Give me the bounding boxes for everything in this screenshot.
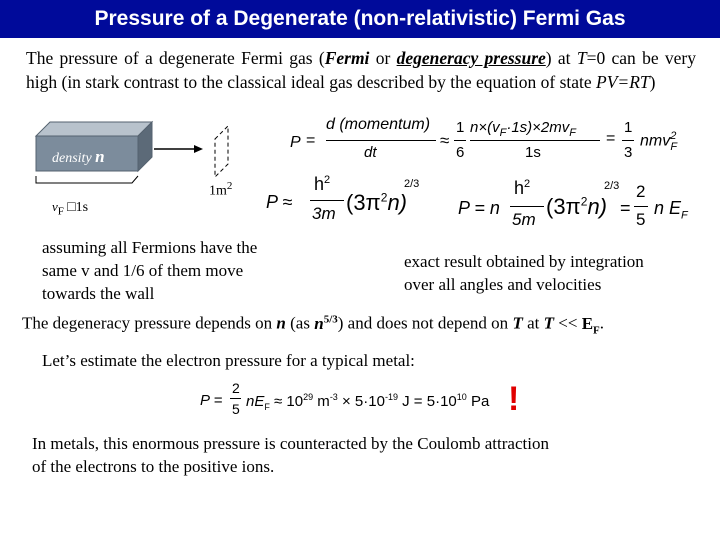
dependency-statement: The degeneracy pressure depends on n (as $n^{5/3}$) and does not depend on T at $T << E_F$.	[22, 313, 605, 337]
term-fermi: Fermi	[324, 48, 370, 68]
exact-line-1: exact result obtained by integration	[404, 252, 644, 271]
exact-pressure-equation: P = n $h^2$ 5m $(3\pi^2n)$ 2/3 = 2 5 n $E_F$	[458, 178, 688, 229]
exact-line-2: over all angles and velocities	[404, 275, 602, 294]
intro-text-or: or	[369, 48, 397, 68]
conclusion-line-2: of the electrons to the positive ions.	[32, 457, 275, 476]
area-label: $1m^2$	[209, 180, 233, 199]
equation-pv-rt: PV=RT	[596, 72, 650, 92]
assumption-note	[42, 238, 257, 304]
slide-title: Pressure of a Degenerate (non-relativistic) Fermi Gas	[94, 7, 626, 30]
conclusion-text	[32, 434, 549, 477]
approximate-pressure-equation: P ≈ $h^2$ 3m $(3\pi^2n)$ 2/3	[266, 174, 420, 223]
velocity-label: $v_F$ □1s	[52, 199, 89, 218]
intro-text-4: )	[649, 72, 656, 92]
pressure-derivation-equation: P = d (momentum) dt ≈ 1 6 $n\times(v_F\cdot 1s)\times 2mv_F$ 1s = 1 3 nmv$^2_F$	[290, 116, 678, 161]
metal-pressure-estimate: P = 2 5 $nE_F \approx 10^{29}$ $m^{-3} \times 5\cdot 10^{-19}$ $J = 5\cdot 10^{10}$ Pa	[200, 380, 490, 417]
assumption-line-3: towards the wall	[42, 284, 155, 303]
density-label: density n	[52, 147, 105, 166]
estimate-intro: Let’s estimate the electron pressure for a typical metal:	[42, 351, 415, 370]
intro-text-3: =0 can be very high (in stark contrast to the classical ideal gas described by the equation of state	[26, 48, 696, 92]
assumption-line-1: assuming all Fermions have the	[42, 238, 258, 257]
exact-result-note	[404, 252, 644, 295]
conclusion-line-1: In metals, this enormous pressure is counteracted by the Coulomb attraction	[32, 434, 549, 453]
exclamation-mark: !	[508, 380, 520, 418]
symbol-T: T	[576, 48, 587, 68]
intro-text-1: The pressure of a degenerate Fermi gas (	[26, 48, 325, 68]
term-degeneracy-pressure: degeneracy pressure	[396, 48, 546, 68]
assumption-line-2: same v and 1/6 of them move	[42, 261, 244, 280]
intro-text-2: ) at	[545, 48, 577, 68]
